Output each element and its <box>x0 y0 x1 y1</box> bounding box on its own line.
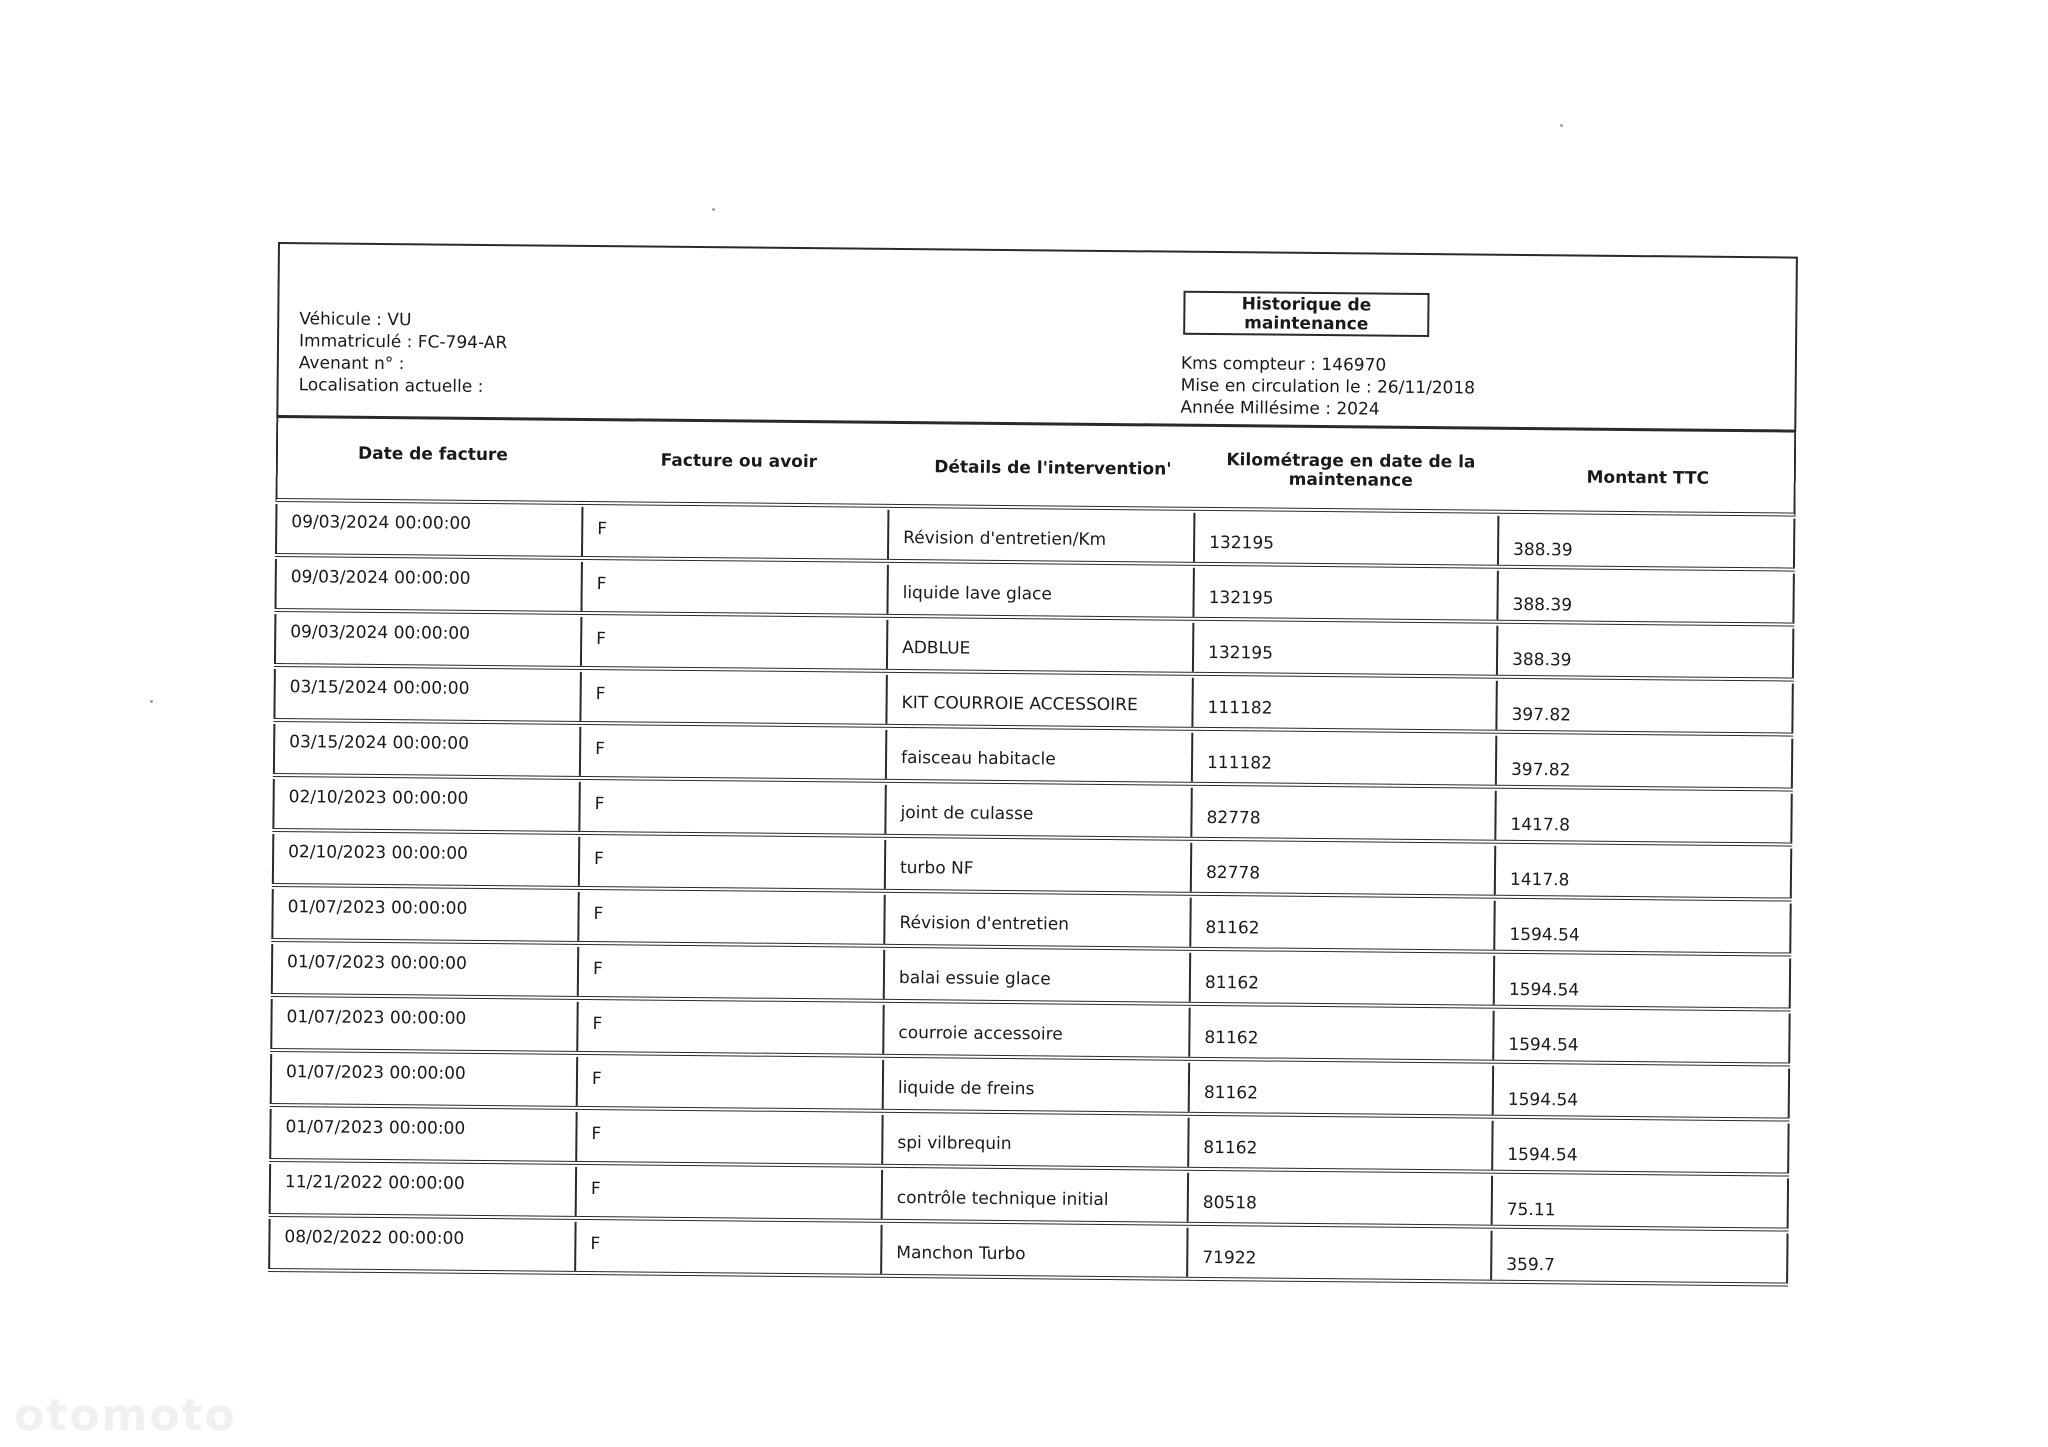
km-cell: 132195 <box>1192 568 1496 620</box>
type-cell: F <box>576 1057 882 1109</box>
type-cell: F <box>580 562 886 614</box>
type-cell: F <box>578 837 884 889</box>
km-cell: 80518 <box>1187 1173 1491 1225</box>
km-cell: 111182 <box>1191 733 1495 785</box>
type-cell: F <box>575 1112 881 1164</box>
amount-cell: 397.82 <box>1495 736 1793 788</box>
details-cell: contrôle technique initial <box>881 1170 1187 1222</box>
details-cell: Révision d'entretien <box>883 895 1189 947</box>
type-cell: F <box>579 672 885 724</box>
date-cell: 09/03/2024 00:00:00 <box>275 504 581 556</box>
details-cell: liquide lave glace <box>886 565 1192 617</box>
km-cell: 81162 <box>1187 1118 1491 1170</box>
km-cell: 81162 <box>1188 1063 1492 1115</box>
amount-cell: 1594.54 <box>1491 1121 1789 1173</box>
details-cell: spi vilbrequin <box>881 1115 1187 1167</box>
col-header-type: Facture ou avoir <box>660 450 818 473</box>
amount-cell: 397.82 <box>1495 681 1793 733</box>
amount-cell: 388.39 <box>1497 516 1795 568</box>
type-cell: F <box>578 782 884 834</box>
details-cell: Révision d'entretien/Km <box>887 510 1193 562</box>
date-cell: 01/07/2023 00:00:00 <box>270 999 576 1051</box>
type-cell: F <box>576 1002 882 1054</box>
document-title: Historique de maintenance <box>1183 291 1429 337</box>
km-cell: 81162 <box>1188 1008 1492 1060</box>
amount-cell: 1417.8 <box>1494 791 1792 843</box>
model-year: Année Millésime : 2024 <box>1180 397 1380 420</box>
amount-cell: 1594.54 <box>1493 901 1791 953</box>
maintenance-sheet <box>268 242 1800 1307</box>
col-header-km: Kilométrage en date de la maintenance <box>1226 450 1476 491</box>
date-cell: 01/07/2023 00:00:00 <box>269 1109 575 1161</box>
details-cell: ADBLUE <box>886 620 1192 672</box>
vehicle-info <box>299 308 508 398</box>
scan-speck <box>712 208 715 211</box>
date-cell: 09/03/2024 00:00:00 <box>274 614 580 666</box>
km-cell: 81162 <box>1189 898 1493 950</box>
watermark-logo: otomoto <box>14 1390 237 1441</box>
amount-cell: 359.7 <box>1490 1231 1788 1283</box>
amount-cell: 1594.54 <box>1492 1066 1790 1118</box>
maintenance-table-body <box>268 504 1795 1289</box>
scan-speck <box>150 700 153 703</box>
details-cell: balai essuie glace <box>883 950 1189 1002</box>
type-cell: F <box>574 1222 880 1274</box>
type-cell: F <box>575 1167 881 1219</box>
details-cell: KIT COURROIE ACCESSOIRE <box>885 675 1191 727</box>
amount-cell: 75.11 <box>1491 1176 1789 1228</box>
km-cell: 111182 <box>1191 678 1495 730</box>
column-headers <box>276 418 1797 517</box>
date-cell: 09/03/2024 00:00:00 <box>274 559 580 611</box>
km-cell: 82778 <box>1190 843 1494 895</box>
amount-cell: 1594.54 <box>1493 956 1791 1008</box>
header-box <box>276 242 1798 433</box>
date-cell: 03/15/2024 00:00:00 <box>273 669 579 721</box>
amount-cell: 1417.8 <box>1494 846 1792 898</box>
type-cell: F <box>581 507 887 559</box>
date-cell: 01/07/2023 00:00:00 <box>271 889 577 941</box>
scan-speck <box>1560 124 1563 127</box>
counter-info <box>1180 353 1475 422</box>
details-cell: liquide de freins <box>882 1060 1188 1112</box>
km-cell: 132195 <box>1192 623 1496 675</box>
details-cell: faisceau habitacle <box>885 730 1191 782</box>
type-cell: F <box>577 892 883 944</box>
details-cell: Manchon Turbo <box>880 1225 1186 1277</box>
date-cell: 01/07/2023 00:00:00 <box>270 1054 576 1106</box>
col-header-amount: Montant TTC <box>1586 467 1710 489</box>
registration-date: Mise en circulation le : 26/11/2018 <box>1180 375 1476 399</box>
date-cell: 08/02/2022 00:00:00 <box>268 1219 574 1271</box>
col-header-details: Détails de l'intervention' <box>934 457 1172 480</box>
km-cell: 71922 <box>1186 1228 1490 1280</box>
km-cell: 132195 <box>1193 513 1497 565</box>
vehicle-location: Localisation actuelle : <box>298 375 484 397</box>
date-cell: 11/21/2022 00:00:00 <box>269 1164 575 1216</box>
amount-cell: 1594.54 <box>1492 1011 1790 1063</box>
date-cell: 02/10/2023 00:00:00 <box>272 779 578 831</box>
amount-cell: 388.39 <box>1496 626 1794 678</box>
date-cell: 01/07/2023 00:00:00 <box>271 944 577 996</box>
odometer: Kms compteur : 146970 <box>1180 353 1387 376</box>
date-cell: 02/10/2023 00:00:00 <box>272 834 578 886</box>
vehicle-amendment: Avenant n° : <box>298 353 405 375</box>
amount-cell: 388.39 <box>1496 571 1794 623</box>
type-cell: F <box>580 617 886 669</box>
date-cell: 03/15/2024 00:00:00 <box>273 724 579 776</box>
km-cell: 81162 <box>1189 953 1493 1005</box>
km-cell: 82778 <box>1190 788 1494 840</box>
type-cell: F <box>579 727 885 779</box>
details-cell: turbo NF <box>884 840 1190 892</box>
details-cell: joint de culasse <box>884 785 1190 837</box>
details-cell: courroie accessoire <box>882 1005 1188 1057</box>
vehicle-type: Véhicule : VU <box>299 309 412 331</box>
col-header-date: Date de facture <box>357 443 508 466</box>
vehicle-registration: Immatriculé : FC-794-AR <box>298 331 508 354</box>
type-cell: F <box>577 947 883 999</box>
